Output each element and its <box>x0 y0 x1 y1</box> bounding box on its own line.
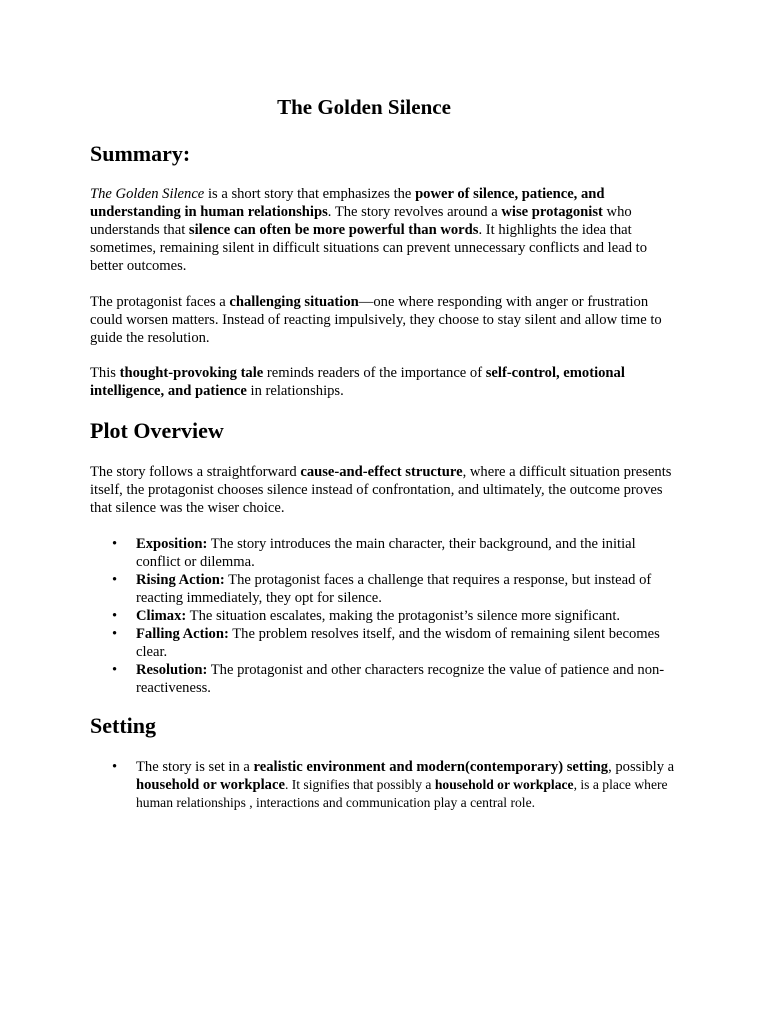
text-run: reminds readers of the importance of <box>263 365 486 381</box>
plot-intro-paragraph <box>90 463 682 517</box>
list-item-falling-action <box>90 625 682 661</box>
plot-overview-heading: Plot Overview <box>90 418 224 443</box>
list-item-label: Exposition: <box>136 536 208 552</box>
story-title-italic: The Golden Silence <box>90 186 205 202</box>
bold-run: household or workplace <box>434 777 574 792</box>
list-item-text: The situation escalates, making the protagonist’s silence more significant. <box>186 608 621 624</box>
text-run: . It signifies that possibly a <box>284 777 435 792</box>
setting-list <box>90 758 682 812</box>
bold-run: thought-provoking tale <box>119 365 264 381</box>
bold-run: silence can often be more powerful than words <box>188 222 479 238</box>
list-item-text: The protagonist faces a challenge that requires a response, but instead of reacting immediately, they opt for silence. <box>136 572 652 606</box>
text-run: —one where responding with anger or frustration could worsen matters. Instead of reacting impulsively, they choose to stay silent and allow time to guide the resolution. <box>90 294 662 346</box>
summary-heading: Summary: <box>90 141 191 166</box>
text-run: The protagonist faces a <box>90 294 230 310</box>
text-run: , where a difficult situation presents itself, the protagonist chooses silence instead of confrontation, and ultimately, the outcome proves that silence was the wiser choice. <box>90 464 672 516</box>
list-item-setting <box>90 758 682 812</box>
bold-run: cause-and-effect structure <box>300 464 463 480</box>
list-item-text: The story introduces the main character, their background, and the initial conflict or dilemma. <box>136 536 636 570</box>
list-item-label: Rising Action: <box>136 572 225 588</box>
text-run: who understands that <box>90 204 632 238</box>
text-run: in relationships. <box>246 383 344 399</box>
text-run: . It highlights the idea that sometimes, remaining silent in difficult situations can prevent unnecessary conflicts and lead to better outcomes. <box>90 222 647 274</box>
list-item-exposition <box>90 535 682 571</box>
bold-run: challenging situation <box>229 294 359 310</box>
text-run: This <box>90 365 120 381</box>
summary-paragraph-3 <box>90 364 682 400</box>
list-item-text: The protagonist and other characters recognize the value of patience and non-reactiveness. <box>136 662 665 696</box>
bold-run: power of silence, patience, and understanding in human relationships <box>90 186 605 220</box>
list-item-label: Falling Action: <box>136 626 229 642</box>
list-item-resolution <box>90 661 682 697</box>
text-run: , possibly a <box>608 759 675 775</box>
plot-structure-list <box>90 535 682 697</box>
text-run: The story follows a straightforward <box>90 464 301 480</box>
text-run: . The story revolves around a <box>327 204 502 220</box>
summary-paragraph-1 <box>90 185 682 275</box>
bold-run: household or workplace <box>136 777 285 793</box>
list-item-rising-action <box>90 571 682 607</box>
text-run: , is a place where human relationships , interactions and communication play a central role. <box>136 777 668 810</box>
text-run: The story is set in a <box>136 759 254 775</box>
setting-heading: Setting <box>90 713 156 738</box>
bold-run: realistic environment and modern(contemporary) setting <box>253 759 609 775</box>
list-item-label: Climax: <box>136 608 187 624</box>
list-item-climax <box>90 607 682 625</box>
document-title: The Golden Silence <box>277 95 451 119</box>
bold-run: wise protagonist <box>501 204 603 220</box>
bold-run: self-control, emotional intelligence, and patience <box>90 365 625 399</box>
text-run: is a short story that emphasizes the <box>204 186 416 202</box>
summary-paragraph-2 <box>90 293 682 347</box>
list-item-label: Resolution: <box>136 662 208 678</box>
list-item-text: The problem resolves itself, and the wisdom of remaining silent becomes clear. <box>136 626 660 660</box>
